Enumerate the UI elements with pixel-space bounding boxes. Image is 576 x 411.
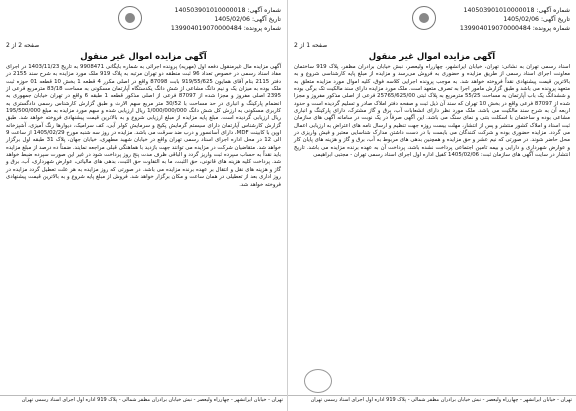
footer-address: تهران - خیابان ایرانشهر - چهارراه ولیعصر - نبش خیابان برادران مظفر شمالی - پلاک 919 اداره اول اجرای اسناد رسمی تهران: [310, 397, 572, 403]
notice-body: اسناد رسمی تهران به نشانی: تهران، خیابان ایرانشهر، چهارراه ولیعصر، نبش خیابان برادران مظفر، پلاک 919 ساختمان معاونت اجرای اسناد رسمی از طریق مزایده و حضوری به فروش می‌رسد و مزایده از مبلغ پایه کارشناسی شروع و به بالاترین قیمت پیشنهادی نقداً فروخته خواهد شد. به موجب پرونده اجرایی کلاسه فوق، کلیه اموال مورد مزایده متعلق به متعهد پرونده می باشد و طبق گزارش مامور اجرا به تصرف متعهد است. ملک مورد مزایده دارای سند مالکیت تک برگی بوده و ششدانگ یک باب آپارتمان به مساحت 55/25 مترمربع به پلاک ثبتی 25765/625/00 فرعی از اصلی مذکور مفروز و مجزا شده از 87097 فرعی واقع در بخش 10 تهران که سند آن ذیل ثبت و صفحه دفتر املاک صادر و تسلیم گردیده است و حدود اربعه آن به شرح سند مالکیت می باشد. ملک مورد نظر دارای انشعابات آب، برق و گاز مشترک، دارای پارکینگ و انباری مشاعی بوده و ساختمان با اسکلت بتنی و نمای سنگ می باشد. این آگهی صرفاً در یک نوبت در سامانه آگهی های سازمان ثبت اسناد و املاک کشور منتشر و پس از انتشار، مهلت بیست روزه جهت تنظیم و ارسال نامه های اعتراض به ارزیابی اعمال می گردد. مزایده حضوری بوده و شرکت کنندگان می بایست با در دست داشتن مدارک شناسایی معتبر و فیش واریزی در محل حاضر شوند. در صورتی که نیم عشر و حق مزایده و همچنین بدهی های مربوط به آب، برق و گاز و هزینه های پایان کار و عوارض شهرداری و دارایی و بیمه تامین اجتماعی پرداخت نشده باشد، پرداخت آن به عهده برنده مزایده می باشد. تاریخ انتشار در سایت آگهی های سازمان ثبت: 1405/02/06 کفیل اداره اول اجرای اسناد رسمی تهران - مجتبی ابراهیمی: [294, 64, 570, 159]
notice-meta: [460, 6, 570, 33]
page-title: آگهی مزایده اموال غیر منقول: [368, 52, 496, 62]
case-number: شماره پرونده: 139904019070000484: [459, 25, 570, 32]
notice-date: تاریخ آگهی: 1405/02/06: [214, 16, 281, 23]
notice-date: تاریخ آگهی: 1405/02/06: [503, 16, 570, 23]
case-number: شماره پرونده: 139904019070000484: [170, 25, 281, 32]
emblem-icon: [118, 6, 142, 30]
page-header: [288, 0, 576, 52]
footer-address: تهران - خیابان ایرانشهر - چهارراه ولیعصر - نبش خیابان برادران مظفر شمالی - پلاک 919 اداره اول اجرای اسناد رسمی تهران: [21, 397, 283, 403]
page-footer: [288, 395, 576, 411]
page-number: صفحه 2 از 2: [6, 42, 40, 49]
page-header: [0, 0, 287, 52]
notice-body: آگهی مزایده مال غیرمنقول دفعه اول (مهریه) پرونده اجرائی به شماره بایگانی 9908471 به تاریخ 1403/11/23 در اجرای مفاد اسناد رسمی در خصوص تعداد 96 ثبت منطقه دو تهران مرتبه به پلاک 919 ملک مورد مزایده به شرح سند 2155 در دفتر 2115 بنام آقای همایون 919/55/625 بابت 87098 واقع در اصلی مکرر 4 قطعه 1 بخش 10 قطعه 01 حوزه ثبت ملک بوده به میزان یک و نیم دانگ مشاعی از شش دانگ یکدستگاه آپارتمان مسکونی به مساحت 83/18 مترمربع فرعی از 2395 اصلی مفروز و مجزا شده از 87097 فرعی از اصلی مذکور قطعه 1 طبقه 6 واقع در تهران خیابان جمهوری به انضمام پارکینگ و انباری در حد مساحت با 30/52 متر مربع سهم الارث و طبق گزارش کارشناس رسمی دادگستری به کاربری مسکونی به ارزش کل شش دانگ 1/000/000/000 ریال ارزیابی شده و سهم مورد مزایده به مبلغ 195/500/000 ریال ارزیابی گردیده است. مبلغ پایه مزایده از مبلغ ارزیابی شروع و به بالاترین قیمت پیشنهادی فروخته خواهد شد. طبق گزارش کارشناس آپارتمان دارای سیستم گرمایش پکیج و سرمایش کولر آبی، کف سرامیک، دیوارها رنگ آمیزی، آشپزخانه اوپن با کابینت MDF، دارای آسانسور و درب ضد سرقت می باشد. مزایده در روز سه شنبه مورخ 1405/02/29 از ساعت 9 الی 12 در محل اداره اجرای اسناد رسمی تهران واقع در خیابان شهید مطهری، خیابان جهان، پلاک 31 طبقه اول برگزار خواهد شد. متقاضیان شرکت در مزایده می توانند جهت بازدید با هماهنگی قبلی مراجعه نمایند. ضمناً ده درصد از مبلغ مزایده باید نقداً به حساب سپرده ثبت واریز گردد و الباقی ظرف مدت پنج روز پرداخت شود در غیر این صورت سپرده ضبط خواهد شد. پرداخت کلیه هزینه های قانونی، حق الثبت، ما به التفاوت حق الثبت، بدهی های مالیاتی، عوارض شهرداری، آب، برق و گاز و هزینه های نقل و انتقال بر عهده برنده مزایده می باشد. در صورتی که روز مزایده به هر علت تعطیل گردد مزایده در روز اداری بعد از تعطیلی در همان ساعت و مکان برگزار خواهد شد. فروش از مبلغ پایه شروع و به بالاترین قیمت پیشنهادی فروخته خواهد شد.: [6, 64, 282, 188]
notice-number: شماره آگهی: 140503901010000018: [463, 7, 570, 14]
page-title: آگهی مزایده اموال غیر منقول: [80, 52, 207, 62]
signature-icon: [304, 369, 332, 393]
emblem-icon: [412, 6, 436, 30]
page-footer: [0, 395, 287, 411]
page-number: صفحه 1 از 2: [294, 42, 328, 49]
page-right: [288, 0, 576, 411]
notice-number: شماره آگهی: 140503901010000018: [174, 7, 281, 14]
notice-meta: [171, 6, 281, 33]
